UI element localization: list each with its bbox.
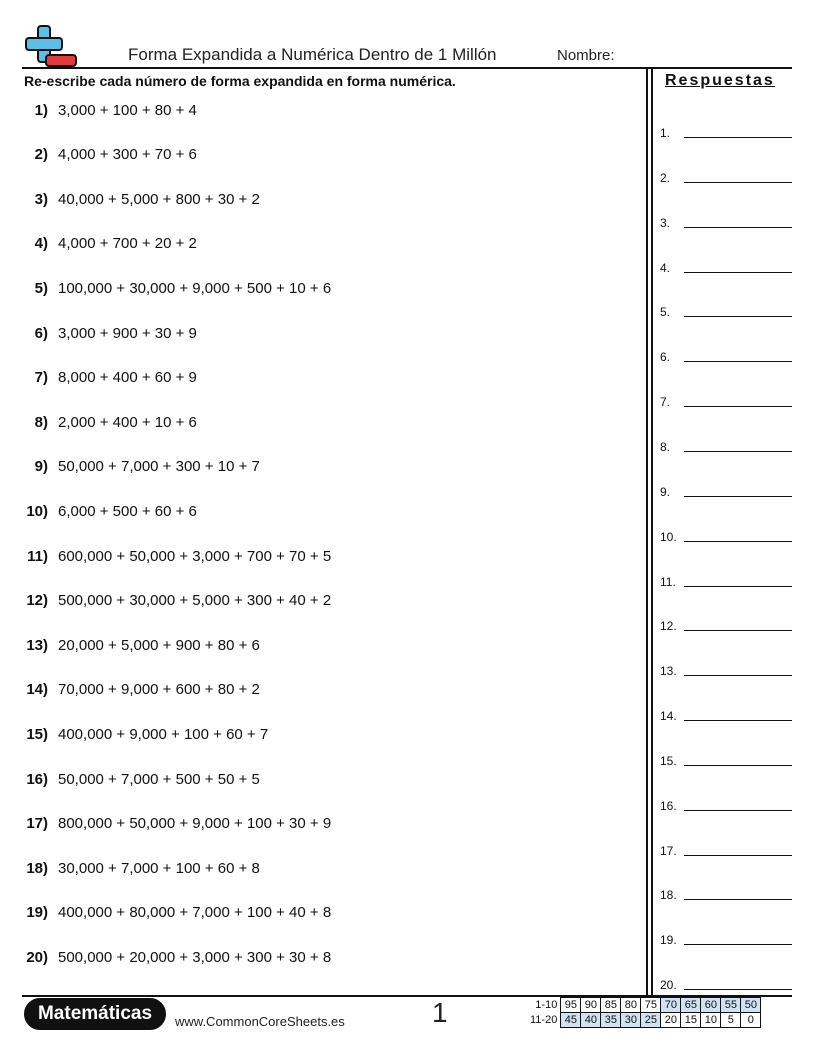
answer-label: 8. bbox=[660, 439, 671, 454]
problem-expression: 500,000 + 20,000 + 3,000 + 300 + 30 + 8 bbox=[58, 948, 332, 966]
problem-item bbox=[0, 813, 331, 835]
answer-field[interactable] bbox=[660, 344, 792, 364]
answer-field[interactable] bbox=[660, 210, 792, 230]
answer-label: 16. bbox=[660, 798, 677, 813]
problem-expression: 4,000 + 300 + 70 + 6 bbox=[58, 146, 197, 164]
answer-field[interactable] bbox=[660, 658, 792, 678]
problem-item bbox=[0, 367, 197, 389]
problem-expression: 600,000 + 50,000 + 3,000 + 700 + 70 + 5 bbox=[58, 547, 332, 565]
score-cell: 15 bbox=[681, 1013, 701, 1028]
answer-field[interactable] bbox=[660, 927, 792, 947]
answer-field[interactable] bbox=[660, 479, 792, 499]
answer-label: 11. bbox=[660, 574, 676, 589]
answer-field[interactable] bbox=[660, 255, 792, 275]
score-cell: 5 bbox=[721, 1013, 741, 1028]
problem-item bbox=[0, 679, 260, 701]
answer-label: 19. bbox=[660, 933, 677, 948]
answer-label: 20. bbox=[660, 978, 677, 993]
score-row-label: 11-20 bbox=[530, 1014, 558, 1026]
answer-line bbox=[684, 451, 792, 452]
answer-label: 9. bbox=[660, 484, 671, 499]
answer-line bbox=[684, 765, 792, 766]
answer-field[interactable] bbox=[660, 569, 792, 589]
problem-item bbox=[0, 233, 197, 255]
problem-item bbox=[0, 322, 197, 344]
problem-number: 8) bbox=[34, 413, 48, 431]
score-cell: 25 bbox=[641, 1013, 661, 1028]
score-cell: 40 bbox=[581, 1013, 601, 1028]
answer-line bbox=[684, 496, 792, 497]
problem-item bbox=[0, 634, 260, 656]
problem-expression: 50,000 + 7,000 + 500 + 50 + 5 bbox=[58, 770, 260, 788]
score-cell: 30 bbox=[621, 1013, 641, 1028]
score-cell: 50 bbox=[741, 998, 761, 1013]
score-row bbox=[528, 1013, 761, 1028]
header-rule bbox=[22, 67, 792, 69]
answer-line bbox=[684, 316, 792, 317]
answer-field[interactable] bbox=[660, 703, 792, 723]
problem-number: 16) bbox=[26, 770, 48, 788]
answer-line bbox=[684, 272, 792, 273]
answer-field[interactable] bbox=[660, 793, 792, 813]
score-cell: 95 bbox=[561, 998, 581, 1013]
problem-expression: 3,000 + 100 + 80 + 4 bbox=[58, 101, 197, 119]
answer-line bbox=[684, 855, 792, 856]
problem-expression: 50,000 + 7,000 + 300 + 10 + 7 bbox=[58, 458, 260, 476]
answer-line bbox=[684, 810, 792, 811]
problem-item bbox=[0, 188, 260, 210]
problem-item bbox=[0, 545, 331, 567]
problem-expression: 6,000 + 500 + 60 + 6 bbox=[58, 502, 197, 520]
score-cell: 0 bbox=[741, 1013, 761, 1028]
score-cell: 90 bbox=[581, 998, 601, 1013]
score-cell: 75 bbox=[641, 998, 661, 1013]
answer-label: 2. bbox=[660, 170, 671, 185]
problem-item bbox=[0, 723, 268, 745]
score-cell: 65 bbox=[681, 998, 701, 1013]
score-cell: 70 bbox=[661, 998, 681, 1013]
score-cell: 45 bbox=[561, 1013, 581, 1028]
problem-number: 4) bbox=[34, 235, 48, 253]
answer-field[interactable] bbox=[660, 389, 792, 409]
problem-number: 3) bbox=[34, 190, 48, 208]
answer-label: 3. bbox=[660, 215, 671, 230]
problem-expression: 800,000 + 50,000 + 9,000 + 100 + 30 + 9 bbox=[58, 815, 332, 833]
problem-number: 5) bbox=[34, 279, 48, 297]
answer-field[interactable] bbox=[660, 748, 792, 768]
score-row bbox=[528, 998, 761, 1013]
brand-badge: Matemáticas bbox=[24, 998, 166, 1030]
answer-line bbox=[684, 899, 792, 900]
instructions: Re-escribe cada número de forma expandida en forma numérica. bbox=[24, 73, 456, 89]
answer-label: 4. bbox=[660, 260, 671, 275]
column-divider bbox=[646, 68, 648, 996]
answer-field[interactable] bbox=[660, 120, 792, 140]
problem-item bbox=[0, 411, 197, 433]
answer-label: 6. bbox=[660, 350, 671, 365]
answer-label: 7. bbox=[660, 395, 671, 410]
problem-item bbox=[0, 857, 260, 879]
answer-label: 1. bbox=[660, 126, 671, 140]
problem-expression: 70,000 + 9,000 + 600 + 80 + 2 bbox=[58, 681, 260, 699]
answer-field[interactable] bbox=[660, 613, 792, 633]
answer-line bbox=[684, 720, 792, 721]
answer-label: 13. bbox=[660, 664, 677, 679]
answer-line bbox=[684, 586, 792, 587]
problem-item bbox=[0, 902, 331, 924]
problem-item bbox=[0, 456, 260, 478]
answers-title: Respuestas bbox=[665, 72, 775, 89]
answer-field[interactable] bbox=[660, 299, 792, 319]
page-title: Forma Expandida a Numérica Dentro de 1 Millón bbox=[128, 45, 497, 64]
name-label: Nombre: bbox=[557, 47, 615, 64]
answer-label: 5. bbox=[660, 305, 671, 320]
problem-number: 2) bbox=[34, 146, 48, 164]
column-divider bbox=[651, 68, 653, 996]
problem-item bbox=[0, 99, 197, 121]
problem-item bbox=[0, 946, 331, 968]
problem-item bbox=[0, 500, 197, 522]
plus-minus-icon bbox=[24, 24, 78, 68]
problem-number: 17) bbox=[26, 815, 48, 833]
answer-field[interactable] bbox=[660, 972, 792, 992]
problem-expression: 3,000 + 900 + 30 + 9 bbox=[58, 324, 197, 342]
answer-line bbox=[684, 182, 792, 183]
problem-number: 1) bbox=[34, 101, 48, 119]
site-url: www.CommonCoreSheets.es bbox=[175, 1014, 345, 1029]
answer-label: 15. bbox=[660, 753, 677, 768]
problem-expression: 2,000 + 400 + 10 + 6 bbox=[58, 413, 197, 431]
answer-field[interactable] bbox=[660, 838, 792, 858]
problem-expression: 400,000 + 9,000 + 100 + 60 + 7 bbox=[58, 725, 269, 743]
problem-expression: 4,000 + 700 + 20 + 2 bbox=[58, 235, 197, 253]
problem-number: 20) bbox=[26, 948, 48, 966]
problem-number: 7) bbox=[34, 369, 48, 387]
problem-number: 18) bbox=[26, 859, 48, 877]
problem-number: 15) bbox=[26, 725, 48, 743]
score-cell: 60 bbox=[701, 998, 721, 1013]
problem-item bbox=[0, 277, 331, 299]
score-cell: 55 bbox=[721, 998, 741, 1013]
problem-number: 19) bbox=[26, 904, 48, 922]
problem-expression: 400,000 + 80,000 + 7,000 + 100 + 40 + 8 bbox=[58, 904, 332, 922]
problem-number: 14) bbox=[26, 681, 48, 699]
answer-line bbox=[684, 541, 792, 542]
score-row-label: 1-10 bbox=[535, 999, 558, 1011]
problem-number: 6) bbox=[34, 324, 48, 342]
answer-line bbox=[684, 675, 792, 676]
answer-label: 18. bbox=[660, 888, 677, 903]
problem-number: 9) bbox=[34, 458, 48, 476]
problem-number: 10) bbox=[26, 502, 48, 520]
problem-expression: 30,000 + 7,000 + 100 + 60 + 8 bbox=[58, 859, 260, 877]
problem-expression: 8,000 + 400 + 60 + 9 bbox=[58, 369, 197, 387]
answer-label: 14. bbox=[660, 709, 677, 724]
answer-line bbox=[684, 227, 792, 228]
problem-number: 12) bbox=[26, 592, 48, 610]
answer-field[interactable] bbox=[660, 165, 792, 185]
page-number: 1 bbox=[432, 997, 448, 1028]
problem-number: 11) bbox=[27, 547, 48, 565]
score-cell: 10 bbox=[701, 1013, 721, 1028]
answer-label: 17. bbox=[660, 843, 677, 858]
answer-label: 12. bbox=[660, 619, 677, 634]
score-table bbox=[528, 997, 761, 1028]
problem-number: 13) bbox=[26, 636, 48, 654]
score-cell: 80 bbox=[621, 998, 641, 1013]
answer-label: 10. bbox=[660, 529, 677, 544]
score-cell: 85 bbox=[601, 998, 621, 1013]
answer-line bbox=[684, 137, 792, 138]
answer-line bbox=[684, 406, 792, 407]
answer-field[interactable] bbox=[660, 524, 792, 544]
problem-expression: 100,000 + 30,000 + 9,000 + 500 + 10 + 6 bbox=[58, 279, 332, 297]
answer-field[interactable] bbox=[660, 434, 792, 454]
answer-line bbox=[684, 989, 792, 990]
problem-item bbox=[0, 144, 197, 166]
problem-item bbox=[0, 768, 260, 790]
answer-field[interactable] bbox=[660, 882, 792, 902]
answer-line bbox=[684, 944, 792, 945]
answer-line bbox=[684, 361, 792, 362]
score-cell: 20 bbox=[661, 1013, 681, 1028]
problem-item bbox=[0, 590, 331, 612]
problem-expression: 20,000 + 5,000 + 900 + 80 + 6 bbox=[58, 636, 260, 654]
score-cell: 35 bbox=[601, 1013, 621, 1028]
answer-line bbox=[684, 630, 792, 631]
problem-expression: 40,000 + 5,000 + 800 + 30 + 2 bbox=[58, 190, 260, 208]
problem-expression: 500,000 + 30,000 + 5,000 + 300 + 40 + 2 bbox=[58, 592, 332, 610]
